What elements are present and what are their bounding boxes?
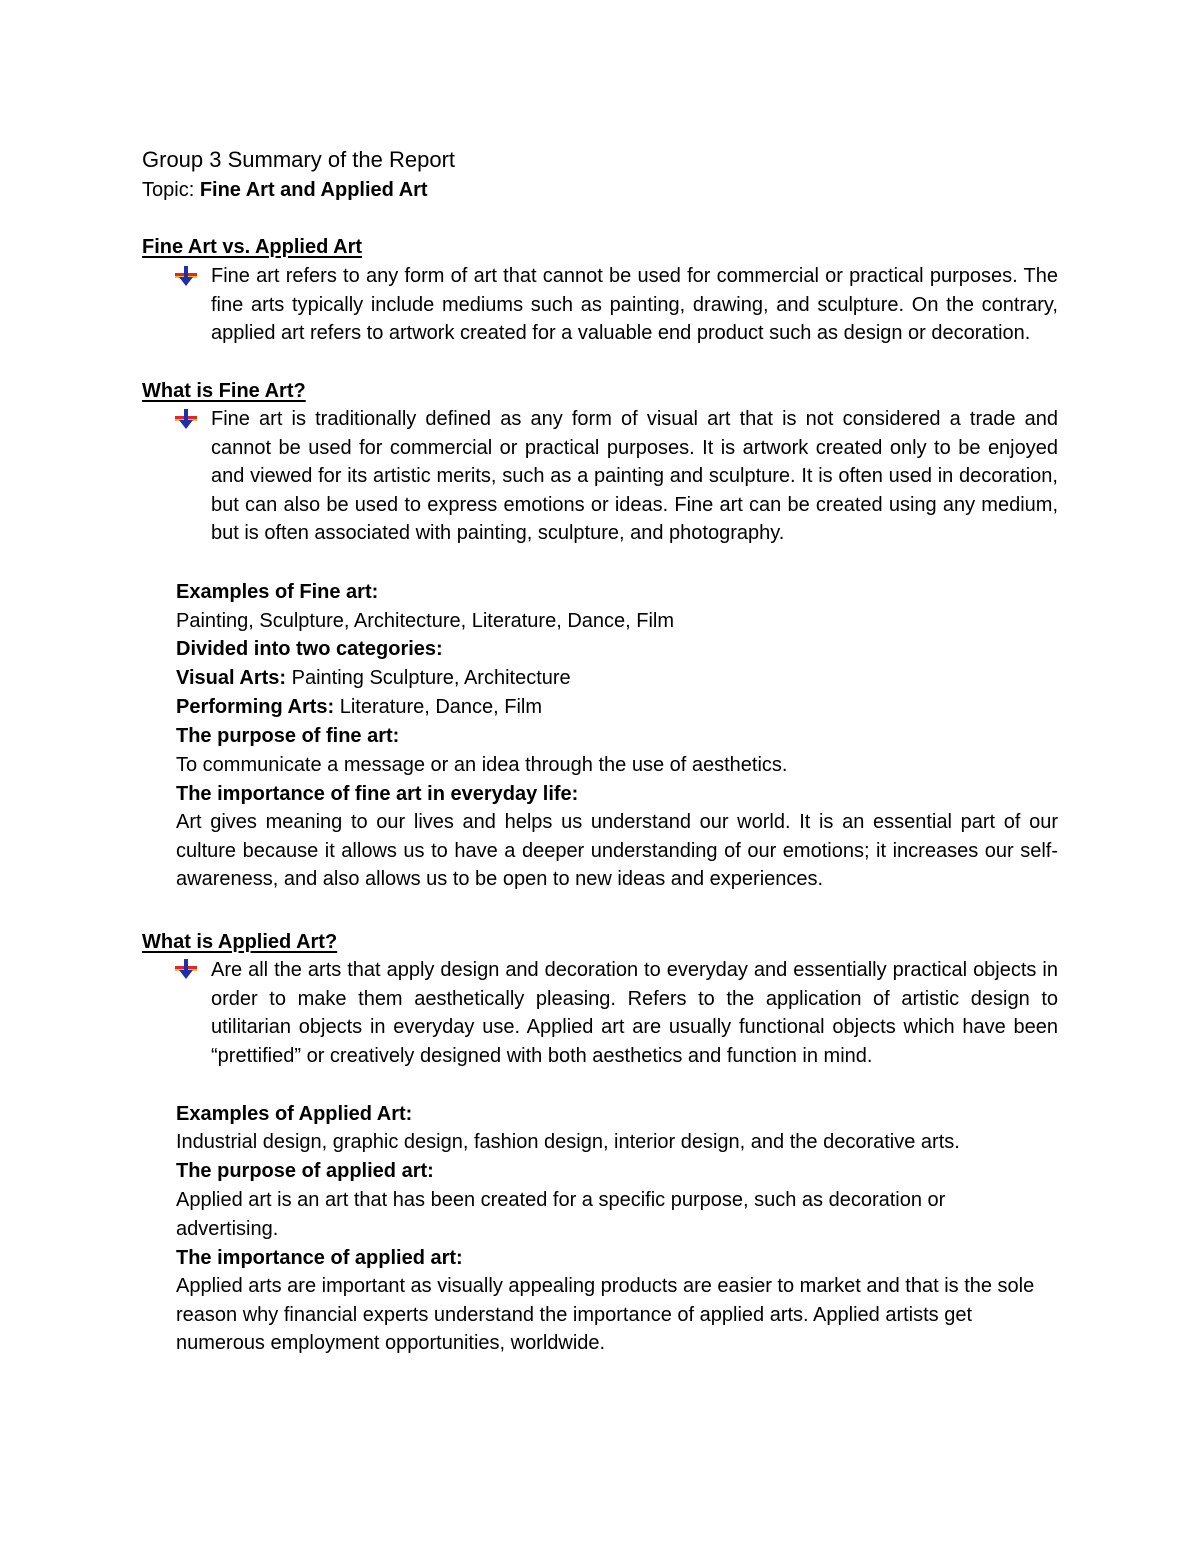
performing-arts-text: Literature, Dance, Film xyxy=(339,696,543,718)
topic-value: Fine Art and Applied Art xyxy=(199,179,428,201)
visual-arts-line xyxy=(176,664,571,692)
visual-arts-text: Painting Sculpture, Architecture xyxy=(291,667,571,689)
section-heading-what-is-applied-art: What is Applied Art? xyxy=(142,931,338,953)
applied-art-definition-text: Are all the arts that apply design and decoration to everyday and essentially practical objects in order to make them aesthetically pleasing. Refers to the application of artistic design to utilitarian objects in everyday use. Applied art are usually functional objects which have been “prettified” or creatively designed with both aesthetics and function in mind. xyxy=(211,959,1058,1067)
applied-art-importance-label: The importance of applied art: xyxy=(176,1247,463,1269)
fine-art-examples-label: Examples of Fine art: xyxy=(176,581,379,603)
visual-arts-label: Visual Arts: xyxy=(176,667,287,689)
fine-art-purpose-text: To communicate a message or an idea through the use of aesthetics. xyxy=(176,754,788,776)
fine-art-importance-label: The importance of fine art in everyday life: xyxy=(176,783,579,805)
down-arrow-bullet-icon xyxy=(174,958,198,980)
down-arrow-bullet-icon xyxy=(174,408,198,430)
section-heading-fine-vs-applied: Fine Art vs. Applied Art xyxy=(142,236,363,258)
down-arrow-bullet-icon xyxy=(174,265,198,287)
topic-line xyxy=(142,176,428,204)
applied-art-importance-text: Applied arts are important as visually appealing products are easier to market and that is the sole reason why financial experts understand the importance of applied arts. Applied artists get numerous employment opportunities, worldwide. xyxy=(176,1275,1035,1355)
section-heading-what-is-fine-art: What is Fine Art? xyxy=(142,380,306,402)
applied-art-purpose-text: Applied art is an art that has been created for a specific purpose, such as decoration or advertising. xyxy=(176,1189,946,1240)
fine-vs-applied-text: Fine art refers to any form of art that cannot be used for commercial or practical purposes. The fine arts typically include mediums such as painting, drawing, and sculpture. On the contrary, applied art refers to artwork created for a valuable end product such as design or decoration. xyxy=(211,265,1058,345)
topic-label: Topic: xyxy=(142,179,195,201)
applied-art-examples-label: Examples of Applied Art: xyxy=(176,1103,413,1125)
applied-art-examples-text: Industrial design, graphic design, fashion design, interior design, and the decorative arts. xyxy=(176,1131,960,1153)
categories-label: Divided into two categories: xyxy=(176,638,443,660)
fine-art-examples-text: Painting, Sculpture, Architecture, Literature, Dance, Film xyxy=(176,610,675,632)
fine-art-purpose-label: The purpose of fine art: xyxy=(176,725,400,747)
performing-arts-label: Performing Arts: xyxy=(176,696,335,718)
fine-art-definition-text: Fine art is traditionally defined as any form of visual art that is not considered a trade and cannot be used for commercial or practical purposes. It is artwork created only to be enjoyed and viewed for its artistic merits, such as a painting and sculpture. It is often used in decoration, but can also be used to express emotions or ideas. Fine art can be created using any medium, but is often associated with painting, sculpture, and photography. xyxy=(211,408,1058,545)
performing-arts-line xyxy=(176,693,542,721)
fine-art-importance-text: Art gives meaning to our lives and helps us understand our world. It is an essential part of our culture because it allows us to have a deeper understanding of our emotions; it increases our self-awareness, and also allows us to be open to new ideas and experiences. xyxy=(176,811,1058,891)
applied-art-purpose-label: The purpose of applied art: xyxy=(176,1160,434,1182)
document-title: Group 3 Summary of the Report xyxy=(142,147,456,172)
